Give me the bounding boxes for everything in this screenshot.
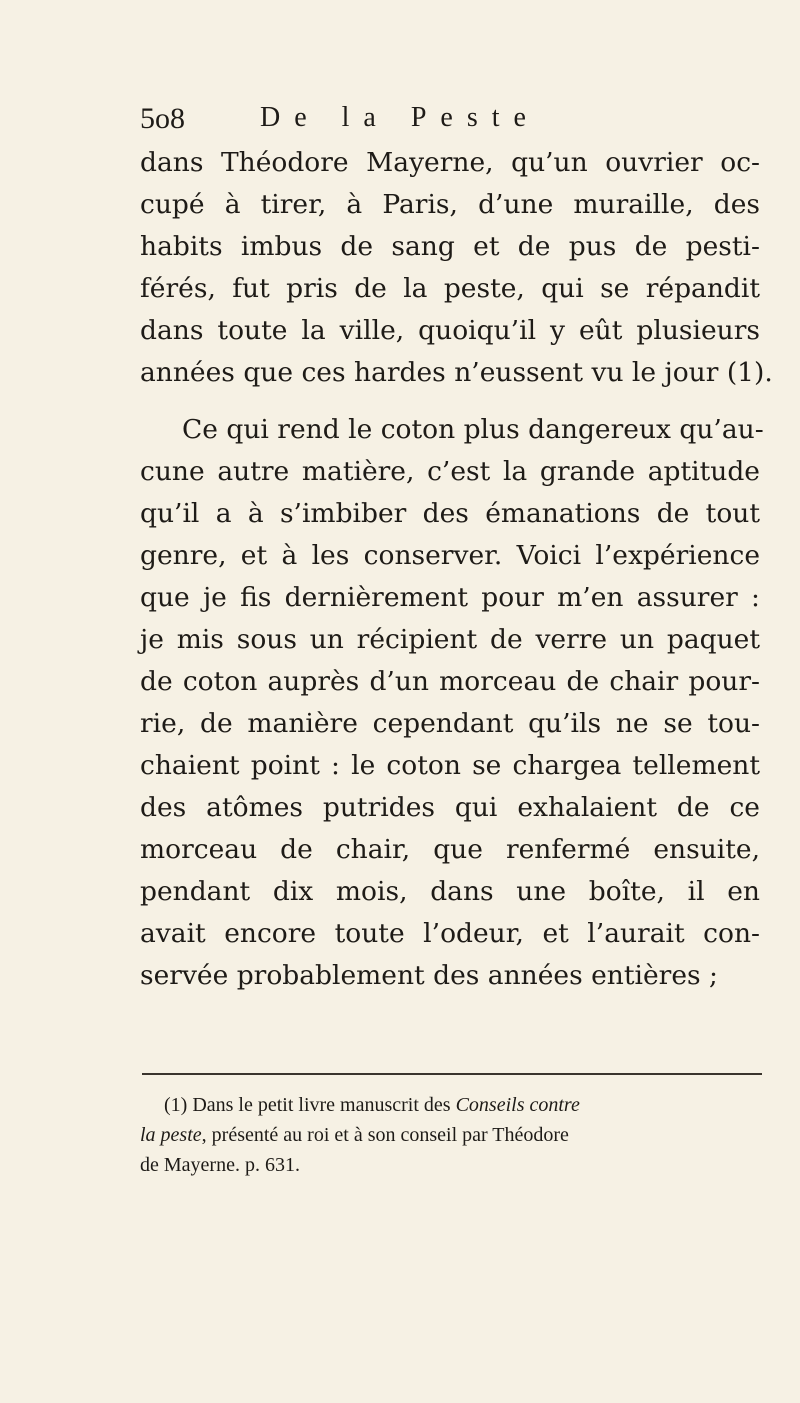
text-line: chaient point : le coton se chargea tellement [140,750,760,781]
footnote-title-italic: la peste [140,1124,202,1146]
page-number: 5o8 [140,102,185,135]
text-line: habits imbus de sang et de pus de pesti- [140,231,760,262]
footnote-divider [142,1073,762,1075]
text-line: férés, fut pris de la peste, qui se répandit [140,273,760,304]
text-line: dans Théodore Mayerne, qu’un ouvrier oc- [140,147,760,178]
running-title: De la Peste [260,102,540,133]
footnote [140,1090,760,1180]
text-line: avait encore toute l’odeur, et l’aurait con- [140,918,760,949]
page-header [140,102,760,142]
text-line: qu’il a à s’imbiber des émanations de tout [140,498,760,529]
text-line: rie, de manière cependant qu’ils ne se tou- [140,708,760,739]
footnote-text: (1) Dans le petit livre manuscrit des [164,1094,456,1116]
text-line: Ce qui rend le coton plus dangereux qu’au- [182,414,764,445]
footnote-line [140,1090,760,1120]
footnote-text: , présenté au roi et à son conseil par Théodore [201,1124,569,1146]
footnote-line: de Mayerne. p. 631. [140,1154,300,1176]
text-line: genre, et à les conserver. Voici l’expérience [140,540,760,571]
text-line: des atômes putrides qui exhalaient de ce [140,792,760,823]
text-line: pendant dix mois, dans une boîte, il en [140,876,760,907]
text-line: de coton auprès d’un morceau de chair pour- [140,666,760,697]
text-line: années que ces hardes n’eussent vu le jour (1). [140,357,773,388]
paragraph-2 [140,409,764,997]
text-line: cune autre matière, c’est la grande aptitude [140,456,760,487]
text-line: servée probablement des années entières ; [140,960,718,991]
footnote-line [140,1120,760,1150]
footnote-title-italic: Conseils contre [455,1094,580,1116]
text-line: que je fis dernièrement pour m’en assurer : [140,582,760,613]
text-line: cupé à tirer, à Paris, d’une muraille, des [140,189,760,220]
text-line: morceau de chair, que renfermé ensuite, [140,834,760,865]
text-line: je mis sous un récipient de verre un paquet [140,624,760,655]
paragraph-1 [140,142,773,394]
text-line: dans toute la ville, quoiqu’il y eût plusieurs [140,315,760,346]
